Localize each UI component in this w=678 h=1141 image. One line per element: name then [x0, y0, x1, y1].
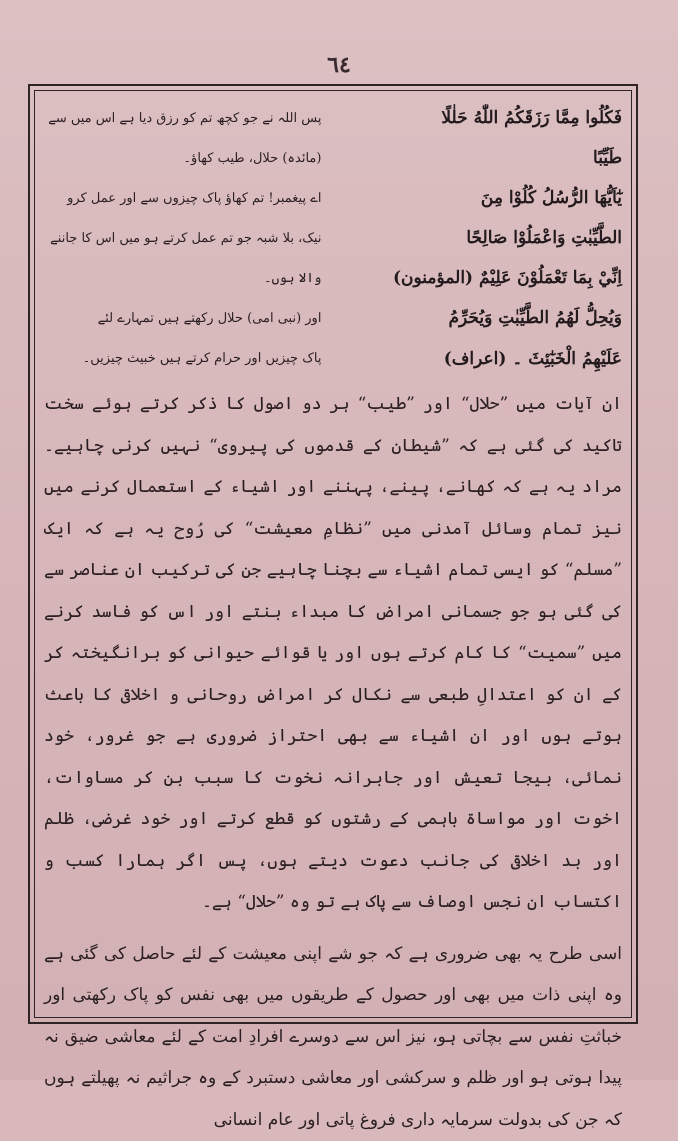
verse-translation: (مائدہ) حلال، طیب کھاؤ۔: [44, 151, 321, 166]
verse-translation: اے پیغمبر! تم کھاؤ پاک چیزوں سے اور عمل کرو: [44, 191, 321, 206]
verse-arabic: يٰٓاَيُّهَا الرُّسُلُ كُلُوْا مِنَ: [321, 188, 622, 208]
verse-row: [44, 138, 622, 178]
verse-translation: والا ہوں۔: [44, 271, 321, 286]
verse-arabic: طَيِّبًا: [321, 148, 622, 168]
paragraph-text: ان آیات میں ”حلال“ اور ”طیب“ ہر دو اصول کا ذکر کرتے ہوئے سخت تاکید کی گئی ہے کہ ”شیطان کے قدموں کی پیروی“ نہیں کرنی چاہیے۔ مراد یہ ہے کہ کھانے، پینے، پہننے اور اشیاء کے استعمال کرنے میں نیز تمام وسائل آمدنی میں ”نظامِ معیشت“ کی رُوح یہ ہے کہ ایک ”مسلم“ کو ایسی تمام اشیاء سے بچنا چاہیے جن کی ترکیب ان عناصر سے کی گئی ہو جو جسمانی امراض کا مبداء بنتے اور اس کو فاسد کرنے میں ”سمیت“ کا کام کرتے ہوں اور یا قوائے حیوانی کو برانگیختہ کر کے ان کو اعتدالِ طبعی سے نکال کر امراضِ روحانی و اخلاقی کا باعث ہوتے ہوں اور ان اشیاء سے بھی احتراز ضروری ہے جو غرور، خود نمائی، بیجا تعیش اور جابرانہ نخوت کا سبب بن کر مساوات، اخوت اور مواساۃ باہمی کے رشتوں کو قطع کرتے اور خود غرضی، ظلم اور بد اخلاقی کی جانب دعوت دیتے ہوں، پس اگر ہمارا کسب و اکتساب ان نجس اوصاف سے پاک ہے تو وہ ”حلال“ ہے۔: [44, 384, 622, 924]
verse-row: [44, 258, 622, 298]
verse-row: [44, 98, 622, 138]
body-paragraph: [44, 934, 622, 1141]
verse-arabic: اِنِّيْ بِمَا تَعْمَلُوْنَ عَلِيْمٌ (المؤمنون): [321, 268, 622, 288]
verse-arabic: وَيُحِلُّ لَهُمُ الطَّيِّبٰتِ وَيُحَرِّمُ: [321, 308, 622, 328]
verse-arabic: عَلَيْهِمُ الْخَبٰٓئِثَ ۔ (اعراف): [321, 348, 622, 369]
body-paragraph: [44, 384, 622, 924]
verse-row: [44, 178, 622, 218]
paragraph-text: اسی طرح یہ بھی ضروری ہے کہ جو شے اپنی معیشت کے لئے حاصل کی گئی ہے وہ اپنی ذات میں بھی اور حصول کے طریقوں میں بھی نفس کو پاک رکھتی اور خباثتِ نفس سے بچاتی ہو، نیز اس سے دوسرے افرادِ امت کے لئے معاشی ضیق نہ پیدا ہوتی ہو اور ظلم و سرکشی اور معاشی دستبرد کے وہ جراثیم نہ پھیلتے ہوں کہ جن کی بدولت سرمایہ داری فروغ پاتی اور عام انسانی: [44, 934, 622, 1141]
page-number: ٦٤: [0, 52, 678, 78]
verse-row: [44, 298, 622, 338]
verse-translation: پس اللہ نے جو کچھ تم کو رزق دیا ہے اس میں سے: [44, 111, 321, 126]
verse-row: [44, 338, 622, 378]
page-content: [44, 98, 622, 1012]
verse-row: [44, 218, 622, 258]
verse-arabic: الطَّيِّبٰتِ وَاعْمَلُوْا صَالِحًا: [321, 228, 622, 248]
verse-translation: نیک، بلا شبہ جو تم عمل کرتے ہو میں اس کا جاننے: [44, 231, 321, 246]
verse-arabic: فَكُلُوا مِمَّا رَزَقَكُمُ اللّٰهُ حَلٰلًا: [321, 108, 622, 128]
page-border: [28, 84, 638, 1024]
verse-translation: پاک چیزیں اور حرام کرتے ہیں خبیث چیزیں۔: [44, 351, 321, 366]
verse-translation: اور (نبی امی) حلال رکھتے ہیں تمہارے لئے: [44, 311, 321, 326]
